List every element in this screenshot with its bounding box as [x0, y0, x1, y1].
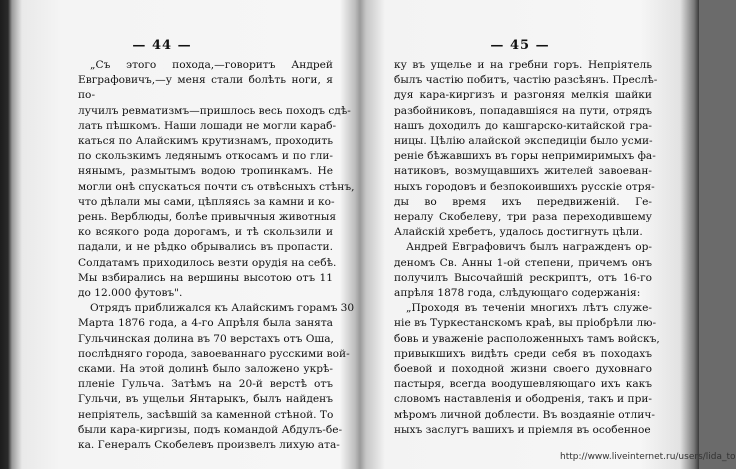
page-number-right: — 45 — [490, 38, 550, 53]
text-line: ка. Генералъ Скобелевъ произвелъ лихую ата- [78, 439, 340, 452]
text-line: каться по Алайскимъ крутизнамъ, проходить [78, 135, 333, 148]
text-line: Алайскій хребетъ, удалось достигнуть цѣли. [394, 226, 643, 239]
text-line: лучилъ ревматизмъ—пришлось весь походъ сдѣ- [78, 104, 351, 117]
text-line: ныхъ городовъ и безпокоившихъ русскіе отря- [394, 180, 655, 193]
text-line: получилъ Высочайшій рескриптъ, отъ 16-го [394, 271, 652, 284]
text-line: привыкшихъ видѣть среди себя въ походахъ [394, 347, 652, 360]
text-line: словомъ наставленія и ободренія, такъ и при- [394, 393, 652, 406]
text-line: дуя кара-киргизъ и разгоняя мелкія шайки [394, 89, 652, 102]
text-line: ницы. Цѣлію алайской экспедиціи было усми- [394, 135, 653, 148]
text-line: мѣромъ личной доблести. Въ воздаяніе отлич- [394, 408, 655, 421]
text-line: пастыря, всегда воодушевляющаго ихъ какъ [394, 378, 652, 391]
text-line: ко всякого рода дорогамъ, и тѣ скользили и [78, 226, 333, 239]
text-line: „Проходя въ теченіи многихъ лѣтъ служе- [406, 302, 652, 315]
text-line: могли онѣ спускаться почти съ отвѣсныхъ стѣнъ, [78, 180, 355, 193]
left-page [16, 0, 356, 469]
text-line: сками. На этой долинѣ было заложено укрѣ- [78, 363, 333, 376]
text-line: боевой и походной жизни своего духовнаго [394, 363, 652, 376]
text-line: апрѣля 1878 года, слѣдующаго содержанія: [394, 287, 641, 300]
left-page-text [78, 58, 355, 453]
text-line: реніе бѣжавшихъ въ горы непримиримыхъ фа- [394, 150, 656, 163]
text-line: Солдатамъ приходилось везти орудія на себѣ. [78, 256, 337, 269]
text-line: Отрядъ приближался къ Алайскимъ горамъ 30 [90, 302, 355, 315]
text-line: послѣдняго города, завоеваннаго русскими вой- [78, 347, 350, 360]
text-line: непріятель, засѣвшій за каменной стѣной. То [78, 408, 334, 421]
text-line: натиковъ, возмущавшихъ жителей завоеван- [394, 165, 652, 178]
text-line: бовь и уваженіе расположенныхъ тамъ войскъ, [394, 332, 660, 345]
text-line: Гульчи, въ ущельи Янтарыкъ, былъ найденъ [78, 393, 333, 406]
text-line: разбойниковъ, попадавшіяся на пути, отрядъ [394, 104, 652, 117]
text-line: по скользкимъ ледянымъ откосамъ и по гли- [78, 150, 333, 163]
text-line: падали, и не рѣдко обрывались въ пропасти. [78, 241, 333, 254]
text-line: Марта 1876 года, а 4-го Апрѣля была занята [78, 317, 333, 330]
text-line: Мы взбирались на вершины высотою отъ 11 [78, 271, 333, 284]
page-number-left: — 44 — [132, 38, 192, 53]
text-line: рень. Верблюды, болѣе привычныя животныя [78, 211, 337, 224]
text-line: пленіе Гульча. Затѣмъ на 20-й верстѣ отъ [78, 378, 333, 391]
text-line: лать пѣшкомъ. Наши лошади не могли караб- [78, 119, 337, 132]
text-line: нералу Скобелеву, три раза переходившему [394, 211, 652, 224]
text-line: до 12.000 футовъ". [78, 287, 183, 300]
text-line: деномъ Св. Анны 1-ой степени, причемъ онъ [394, 256, 652, 269]
text-line: ныхъ заслугъ вашихъ и пріемля въ особенное [394, 423, 651, 436]
text-line: были кара-киргизы, подъ командой Абдулъ-бе- [78, 423, 343, 436]
text-line: нашъ доходилъ до кашгарско-китайской гра- [394, 119, 652, 132]
text-line: ніе въ Туркестанскомъ краѣ, вы пріобрѣли лю- [394, 317, 657, 330]
right-page-text [394, 58, 660, 438]
text-line: нянымъ, размытымъ водою тропинкамъ. Не [78, 165, 333, 178]
right-page [370, 0, 682, 469]
text-line: ды во время ихъ передвиженій. Ге- [394, 195, 652, 208]
text-line: былъ частію побитъ, частію разсѣянъ. Преслѣ- [394, 74, 658, 87]
text-line: Андрей Евграфовичъ былъ награжденъ ор- [406, 241, 652, 254]
text-line: что дѣлали мы сами, цѣпляясь за камни и ко- [78, 195, 335, 208]
text-line: „Съ этого похода,—говоритъ Андрей Евграфовичъ,—у меня стали болѣть ноги, я по- [78, 59, 333, 102]
text-line: Гульчинская долина въ 70 верстахъ отъ Оша, [78, 332, 334, 345]
watermark-url: http://www.liveinternet.ru/users/lida_to [560, 452, 736, 462]
text-line: ку въ ущелье и на гребни горъ. Непріятель [394, 59, 652, 71]
